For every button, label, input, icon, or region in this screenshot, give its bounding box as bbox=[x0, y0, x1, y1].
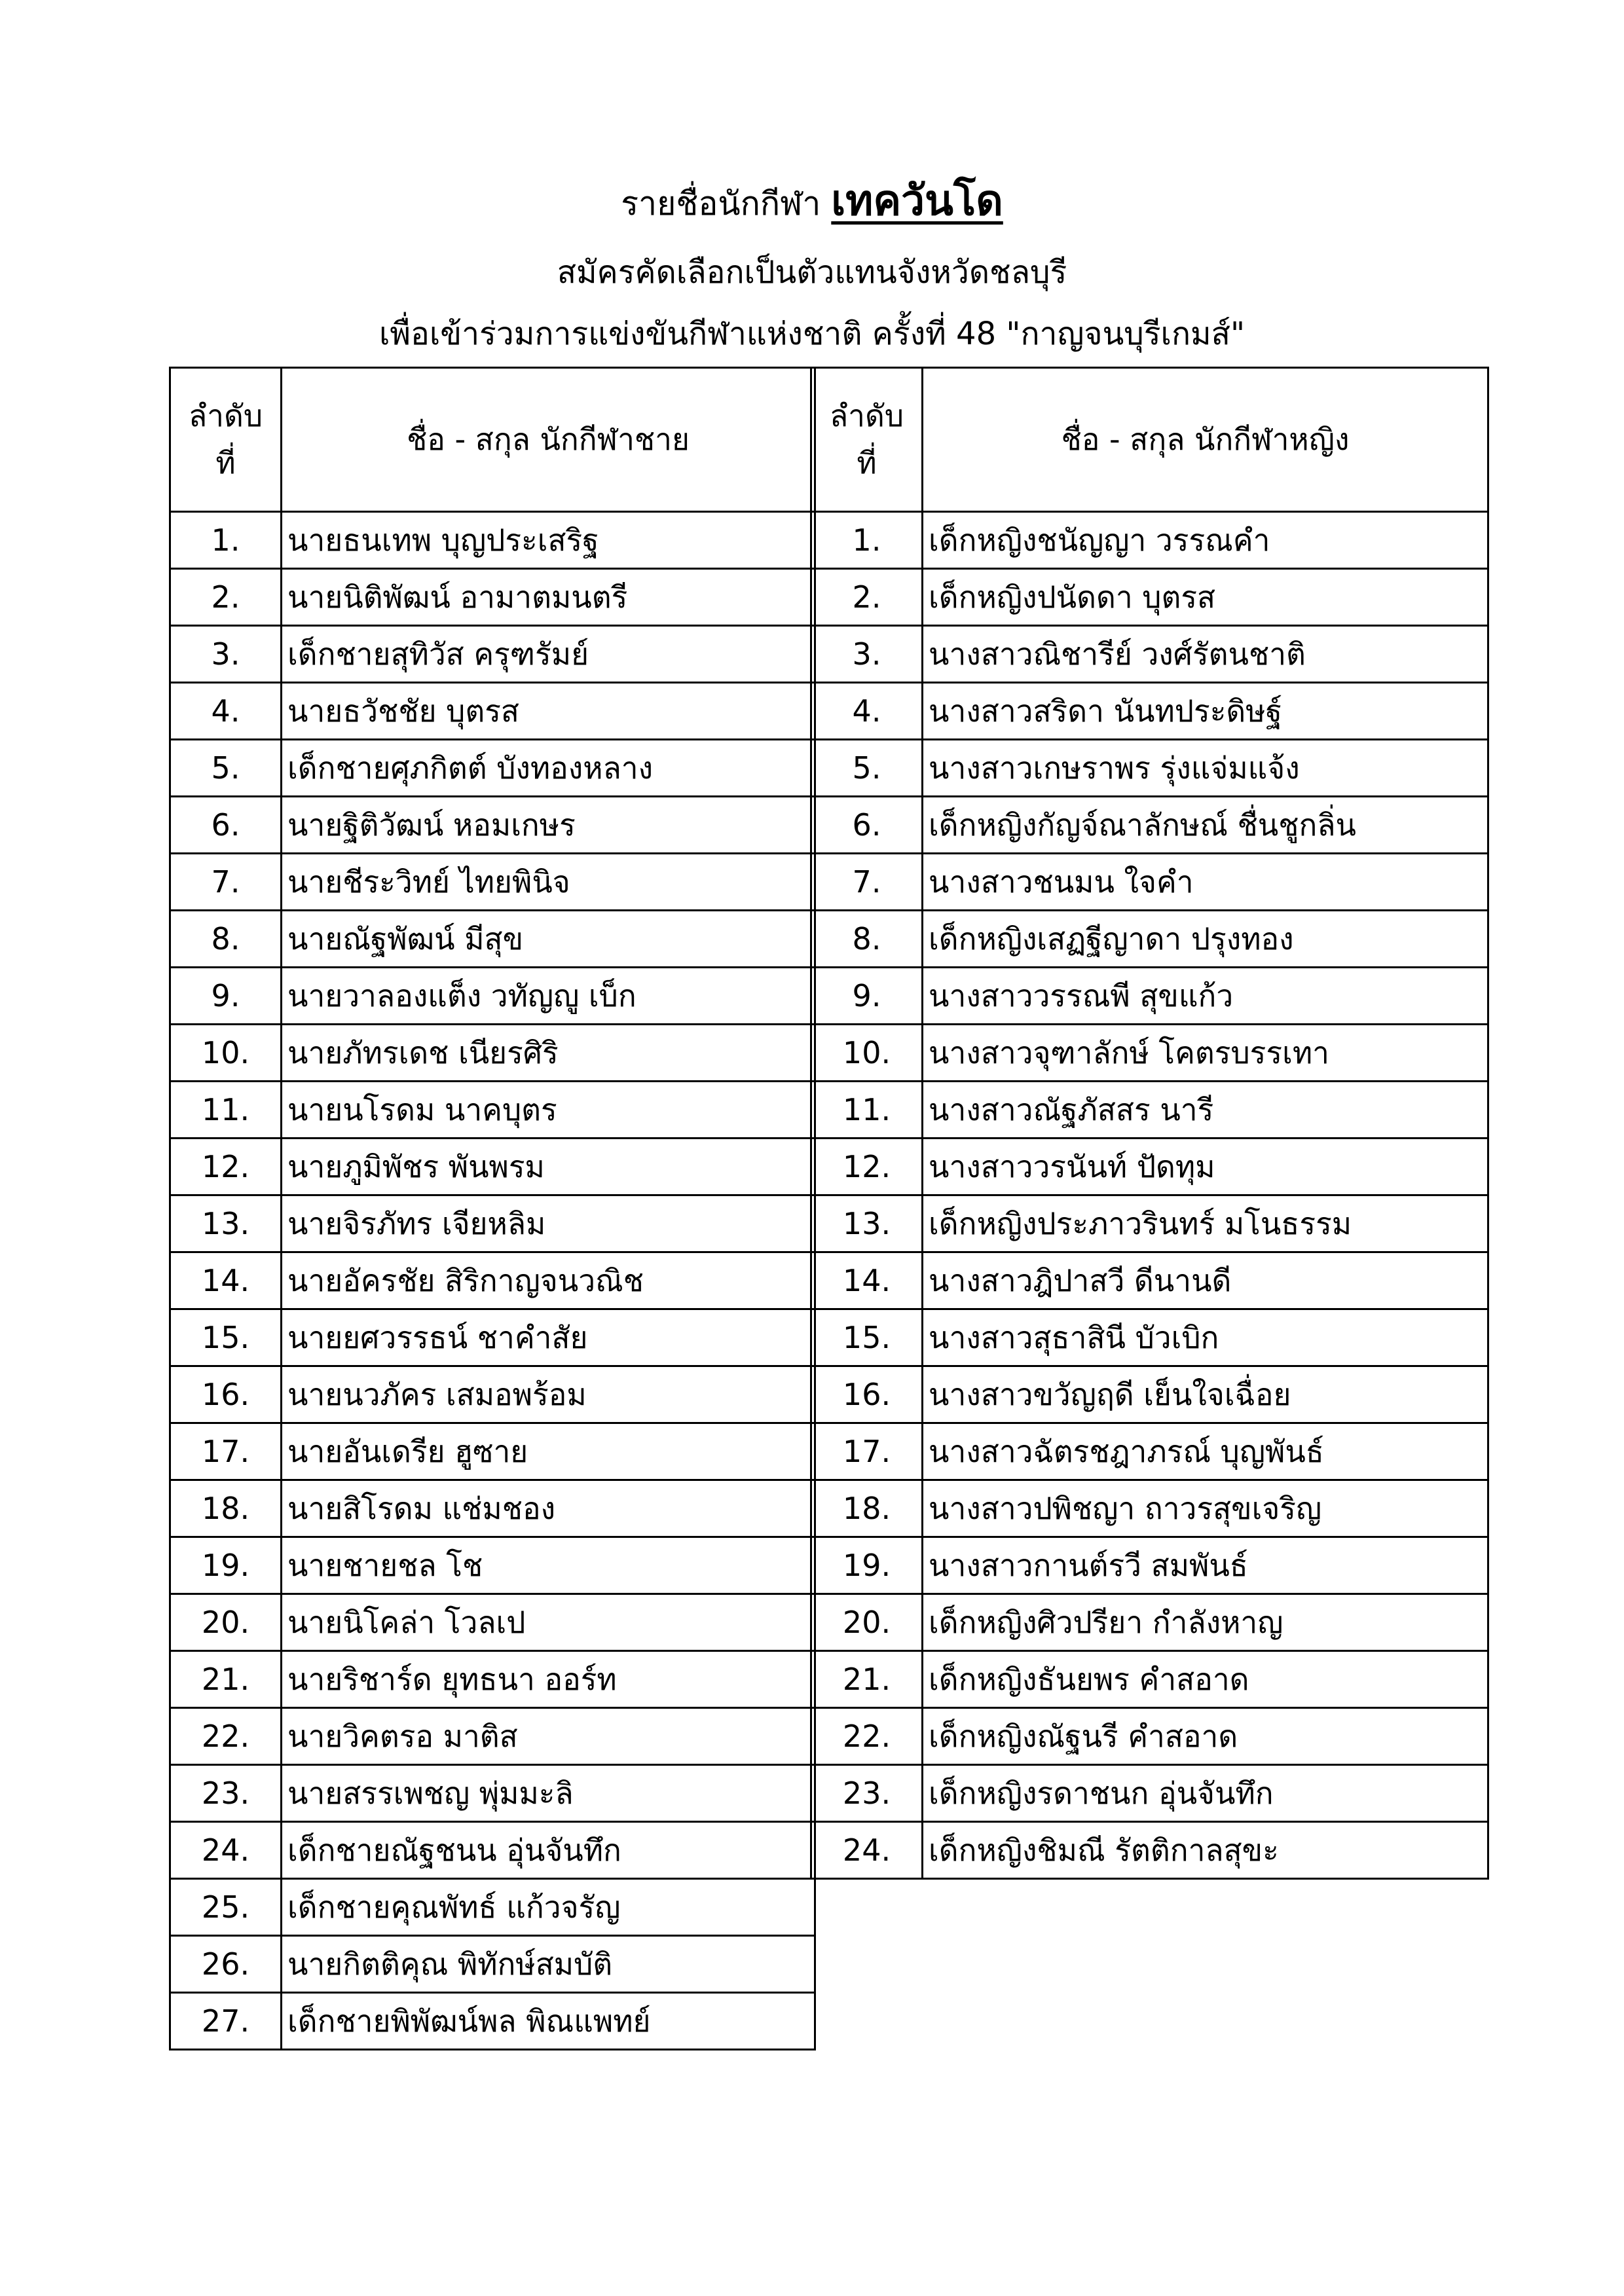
athlete-name: เด็กหญิงเสฏฐีญาดา ปรุงทอง bbox=[923, 911, 1488, 968]
sport-name: เทควันโด bbox=[831, 177, 1003, 225]
row-number: 5. bbox=[170, 740, 282, 797]
document-title bbox=[0, 167, 1624, 234]
male-athlete-row bbox=[170, 1309, 815, 1366]
female-athlete-row bbox=[811, 1822, 1488, 1879]
row-number: 14. bbox=[170, 1252, 282, 1309]
row-number: 17. bbox=[170, 1423, 282, 1480]
row-number: 16. bbox=[811, 1366, 923, 1423]
athlete-name: นายภูมิพัชร พันพรม bbox=[282, 1139, 815, 1195]
row-number: 16. bbox=[170, 1366, 282, 1423]
row-number: 4. bbox=[170, 683, 282, 740]
female-no-header bbox=[811, 368, 923, 512]
athlete-name: นายธนเทพ บุญประเสริฐ bbox=[282, 512, 815, 569]
row-number: 22. bbox=[811, 1708, 923, 1765]
female-athlete-row bbox=[811, 512, 1488, 569]
row-number: 19. bbox=[811, 1537, 923, 1594]
female-athlete-row bbox=[811, 1309, 1488, 1366]
row-number: 19. bbox=[170, 1537, 282, 1594]
athlete-name: เด็กหญิงชนัญญา วรรณคำ bbox=[923, 512, 1488, 569]
row-number: 20. bbox=[170, 1594, 282, 1651]
row-number: 6. bbox=[170, 797, 282, 854]
row-number: 4. bbox=[811, 683, 923, 740]
athlete-name: นางสาวฉัตรชฎาภรณ์ บุญพันธ์ bbox=[923, 1423, 1488, 1480]
female-athlete-row bbox=[811, 740, 1488, 797]
row-number: 23. bbox=[170, 1765, 282, 1822]
male-athlete-row bbox=[170, 1594, 815, 1651]
athlete-name: นางสาวเกษราพร รุ่งแจ่มแจ้ง bbox=[923, 740, 1488, 797]
male-athlete-row bbox=[170, 797, 815, 854]
row-number: 18. bbox=[170, 1480, 282, 1537]
athlete-name: เด็กชายณัฐชนน อุ่นจันทึก bbox=[282, 1822, 815, 1879]
row-number: 23. bbox=[811, 1765, 923, 1822]
male-athlete-row bbox=[170, 1651, 815, 1708]
row-number: 8. bbox=[811, 911, 923, 968]
athlete-name: เด็กหญิงรดาชนก อุ่นจันทึก bbox=[923, 1765, 1488, 1822]
female-athlete-row bbox=[811, 1537, 1488, 1594]
row-number: 13. bbox=[170, 1195, 282, 1252]
male-athletes-table bbox=[169, 367, 816, 2050]
athlete-name: นายสรรเพชญ พุ่มมะลิ bbox=[282, 1765, 815, 1822]
row-number: 20. bbox=[811, 1594, 923, 1651]
athlete-name: เด็กหญิงปนัดดา บุตรส bbox=[923, 569, 1488, 626]
athlete-name: เด็กหญิงกัญจ์ณาลักษณ์ ชื่นชูกลิ่น bbox=[923, 797, 1488, 854]
row-number: 18. bbox=[811, 1480, 923, 1537]
male-athlete-row bbox=[170, 1025, 815, 1082]
male-athlete-row bbox=[170, 968, 815, 1025]
male-athlete-row bbox=[170, 683, 815, 740]
athlete-name: นายชายชล โช bbox=[282, 1537, 815, 1594]
athlete-name: นางสาววรนันท์ ปัดทุม bbox=[923, 1139, 1488, 1195]
row-number: 10. bbox=[170, 1025, 282, 1082]
male-athlete-row bbox=[170, 569, 815, 626]
athlete-name: นายณัฐพัฒน์ มีสุข bbox=[282, 911, 815, 968]
athlete-name: นางสาวจุฑาลักษ์ โคตรบรรเทา bbox=[923, 1025, 1488, 1082]
athlete-name: นายนิติพัฒน์ อามาตมนตรี bbox=[282, 569, 815, 626]
athlete-name: เด็กชายสุทิวัส ครุฑรัมย์ bbox=[282, 626, 815, 683]
athlete-name: นายนวภัคร เสมอพร้อม bbox=[282, 1366, 815, 1423]
female-athlete-row bbox=[811, 1025, 1488, 1082]
athlete-name: นายวิคตรอ มาติส bbox=[282, 1708, 815, 1765]
female-athlete-row bbox=[811, 1366, 1488, 1423]
female-athlete-row bbox=[811, 1651, 1488, 1708]
row-number: 2. bbox=[811, 569, 923, 626]
row-number: 11. bbox=[170, 1082, 282, 1139]
athlete-name: นางสาวชนมน ใจคำ bbox=[923, 854, 1488, 911]
athlete-name: นางสาวขวัญฤดี เย็นใจเฉื่อย bbox=[923, 1366, 1488, 1423]
row-number: 24. bbox=[170, 1822, 282, 1879]
row-number: 1. bbox=[811, 512, 923, 569]
athlete-name: นายยศวรรธน์ ชาคำสัย bbox=[282, 1309, 815, 1366]
athlete-name: เด็กชายศุภกิตต์ บังทองหลาง bbox=[282, 740, 815, 797]
female-athlete-row bbox=[811, 569, 1488, 626]
athlete-name: เด็กชายคุณพัทธ์ แก้วจรัญ bbox=[282, 1879, 815, 1936]
male-athlete-row bbox=[170, 1822, 815, 1879]
athlete-name: นายวาลองแต็ง วทัญญู เบ็ก bbox=[282, 968, 815, 1025]
male-athlete-row bbox=[170, 1252, 815, 1309]
athlete-name: เด็กหญิงณัฐนรี คำสอาด bbox=[923, 1708, 1488, 1765]
athlete-name: นายภัทรเดช เนียรศิริ bbox=[282, 1025, 815, 1082]
female-athlete-row bbox=[811, 854, 1488, 911]
row-number: 22. bbox=[170, 1708, 282, 1765]
no-header-line1: ลำดับ bbox=[188, 398, 263, 434]
athlete-name: นายอันเดรีย ฮูซาย bbox=[282, 1423, 815, 1480]
male-athlete-row bbox=[170, 1708, 815, 1765]
row-number: 13. bbox=[811, 1195, 923, 1252]
athlete-name: นางสาวณัฐภัสสร นารี bbox=[923, 1082, 1488, 1139]
row-number: 9. bbox=[170, 968, 282, 1025]
athlete-name: นายฐิติวัฒน์ หอมเกษร bbox=[282, 797, 815, 854]
female-athlete-row bbox=[811, 968, 1488, 1025]
row-number: 12. bbox=[811, 1139, 923, 1195]
row-number: 8. bbox=[170, 911, 282, 968]
row-number: 14. bbox=[811, 1252, 923, 1309]
row-number: 15. bbox=[811, 1309, 923, 1366]
athlete-name: นางสาวกานต์รวี สมพันธ์ bbox=[923, 1537, 1488, 1594]
row-number: 24. bbox=[811, 1822, 923, 1879]
athlete-name: เด็กหญิงประภาวรินทร์ มโนธรรม bbox=[923, 1195, 1488, 1252]
male-athlete-row bbox=[170, 854, 815, 911]
row-number: 1. bbox=[170, 512, 282, 569]
athlete-name: นายกิตติคุณ พิทักษ์สมบัติ bbox=[282, 1936, 815, 1993]
male-athlete-row bbox=[170, 1139, 815, 1195]
male-athlete-row bbox=[170, 1423, 815, 1480]
event-line: เพื่อเข้าร่วมการแข่งขันกีฬาแห่งชาติ ครั้งที่ 48 "กาญจนบุรีเกมส์" bbox=[378, 316, 1246, 352]
male-athlete-row bbox=[170, 1936, 815, 1993]
no-header-line1: ลำดับ bbox=[829, 398, 904, 434]
athlete-name: นายจิรภัทร เจียหลิม bbox=[282, 1195, 815, 1252]
male-athlete-row bbox=[170, 1082, 815, 1139]
female-athlete-row bbox=[811, 1765, 1488, 1822]
row-number: 26. bbox=[170, 1936, 282, 1993]
row-number: 21. bbox=[170, 1651, 282, 1708]
male-table-header bbox=[170, 368, 815, 512]
female-athlete-row bbox=[811, 797, 1488, 854]
no-header-line2: ที่ bbox=[215, 445, 236, 481]
athlete-name: นายชีระวิทย์ ไทยพินิจ bbox=[282, 854, 815, 911]
female-athlete-row bbox=[811, 626, 1488, 683]
row-number: 27. bbox=[170, 1993, 282, 2050]
male-athlete-row bbox=[170, 512, 815, 569]
athlete-name: เด็กหญิงศิวปรียา กำลังหาญ bbox=[923, 1594, 1488, 1651]
athlete-name: นายอัครชัย สิริกาญจนวณิช bbox=[282, 1252, 815, 1309]
athlete-name: นางสาวปพิชญา ถาวรสุขเจริญ bbox=[923, 1480, 1488, 1537]
female-name-header: ชื่อ - สกุล นักกีฬาหญิง bbox=[923, 368, 1488, 512]
female-athlete-row bbox=[811, 1480, 1488, 1537]
male-no-header bbox=[170, 368, 282, 512]
document-subtitle: สมัครคัดเลือกเป็นตัวแทนจังหวัดชลบุรี bbox=[557, 254, 1067, 291]
row-number: 15. bbox=[170, 1309, 282, 1366]
female-table-header bbox=[811, 368, 1488, 512]
athlete-name: นางสาวณิชารีย์ วงศ์รัตนชาติ bbox=[923, 626, 1488, 683]
male-athlete-row bbox=[170, 1537, 815, 1594]
athlete-name: นางสาววรรณพี สุขแก้ว bbox=[923, 968, 1488, 1025]
row-number: 10. bbox=[811, 1025, 923, 1082]
row-number: 7. bbox=[811, 854, 923, 911]
female-athlete-row bbox=[811, 1195, 1488, 1252]
female-athlete-row bbox=[811, 1423, 1488, 1480]
row-number: 7. bbox=[170, 854, 282, 911]
male-name-header: ชื่อ - สกุล นักกีฬาชาย bbox=[282, 368, 815, 512]
athlete-name: นายสิโรดม แช่มชอง bbox=[282, 1480, 815, 1537]
male-athlete-row bbox=[170, 1480, 815, 1537]
male-athlete-row bbox=[170, 1195, 815, 1252]
row-number: 3. bbox=[170, 626, 282, 683]
athlete-name: นายนิโคล่า โวลเป bbox=[282, 1594, 815, 1651]
athlete-name: เด็กหญิงชิมณี รัตติกาลสุขะ bbox=[923, 1822, 1488, 1879]
row-number: 6. bbox=[811, 797, 923, 854]
male-athlete-row bbox=[170, 1879, 815, 1936]
male-athlete-row bbox=[170, 1366, 815, 1423]
male-athlete-row bbox=[170, 911, 815, 968]
row-number: 17. bbox=[811, 1423, 923, 1480]
athlete-name: นายนโรดม นาคบุตร bbox=[282, 1082, 815, 1139]
row-number: 21. bbox=[811, 1651, 923, 1708]
female-athlete-row bbox=[811, 1139, 1488, 1195]
female-athletes-table bbox=[810, 367, 1489, 1880]
title-prefix: รายชื่อนักกีฬา bbox=[621, 185, 821, 223]
male-athlete-row bbox=[170, 740, 815, 797]
female-athlete-row bbox=[811, 1082, 1488, 1139]
female-athlete-row bbox=[811, 1708, 1488, 1765]
female-athlete-row bbox=[811, 1252, 1488, 1309]
female-athlete-row bbox=[811, 1594, 1488, 1651]
row-number: 5. bbox=[811, 740, 923, 797]
athlete-name: นางสาวฎิปาสวี ดีนานดี bbox=[923, 1252, 1488, 1309]
athlete-name: นายธวัชชัย บุตรส bbox=[282, 683, 815, 740]
athlete-name: เด็กชายพิพัฒน์พล พิณแพทย์ bbox=[282, 1993, 815, 2050]
athlete-name: นางสาวสริดา นันทประดิษฐ์ bbox=[923, 683, 1488, 740]
athlete-name: นางสาวสุธาสินี บัวเบิก bbox=[923, 1309, 1488, 1366]
row-number: 9. bbox=[811, 968, 923, 1025]
row-number: 12. bbox=[170, 1139, 282, 1195]
athlete-name: นายริชาร์ด ยุทธนา ออร์ท bbox=[282, 1651, 815, 1708]
male-athlete-row bbox=[170, 626, 815, 683]
row-number: 2. bbox=[170, 569, 282, 626]
male-athlete-row bbox=[170, 1993, 815, 2050]
female-athlete-row bbox=[811, 911, 1488, 968]
athlete-name: เด็กหญิงธันยพร คำสอาด bbox=[923, 1651, 1488, 1708]
row-number: 11. bbox=[811, 1082, 923, 1139]
male-athlete-row bbox=[170, 1765, 815, 1822]
no-header-line2: ที่ bbox=[857, 445, 877, 481]
row-number: 3. bbox=[811, 626, 923, 683]
female-athlete-row bbox=[811, 683, 1488, 740]
row-number: 25. bbox=[170, 1879, 282, 1936]
